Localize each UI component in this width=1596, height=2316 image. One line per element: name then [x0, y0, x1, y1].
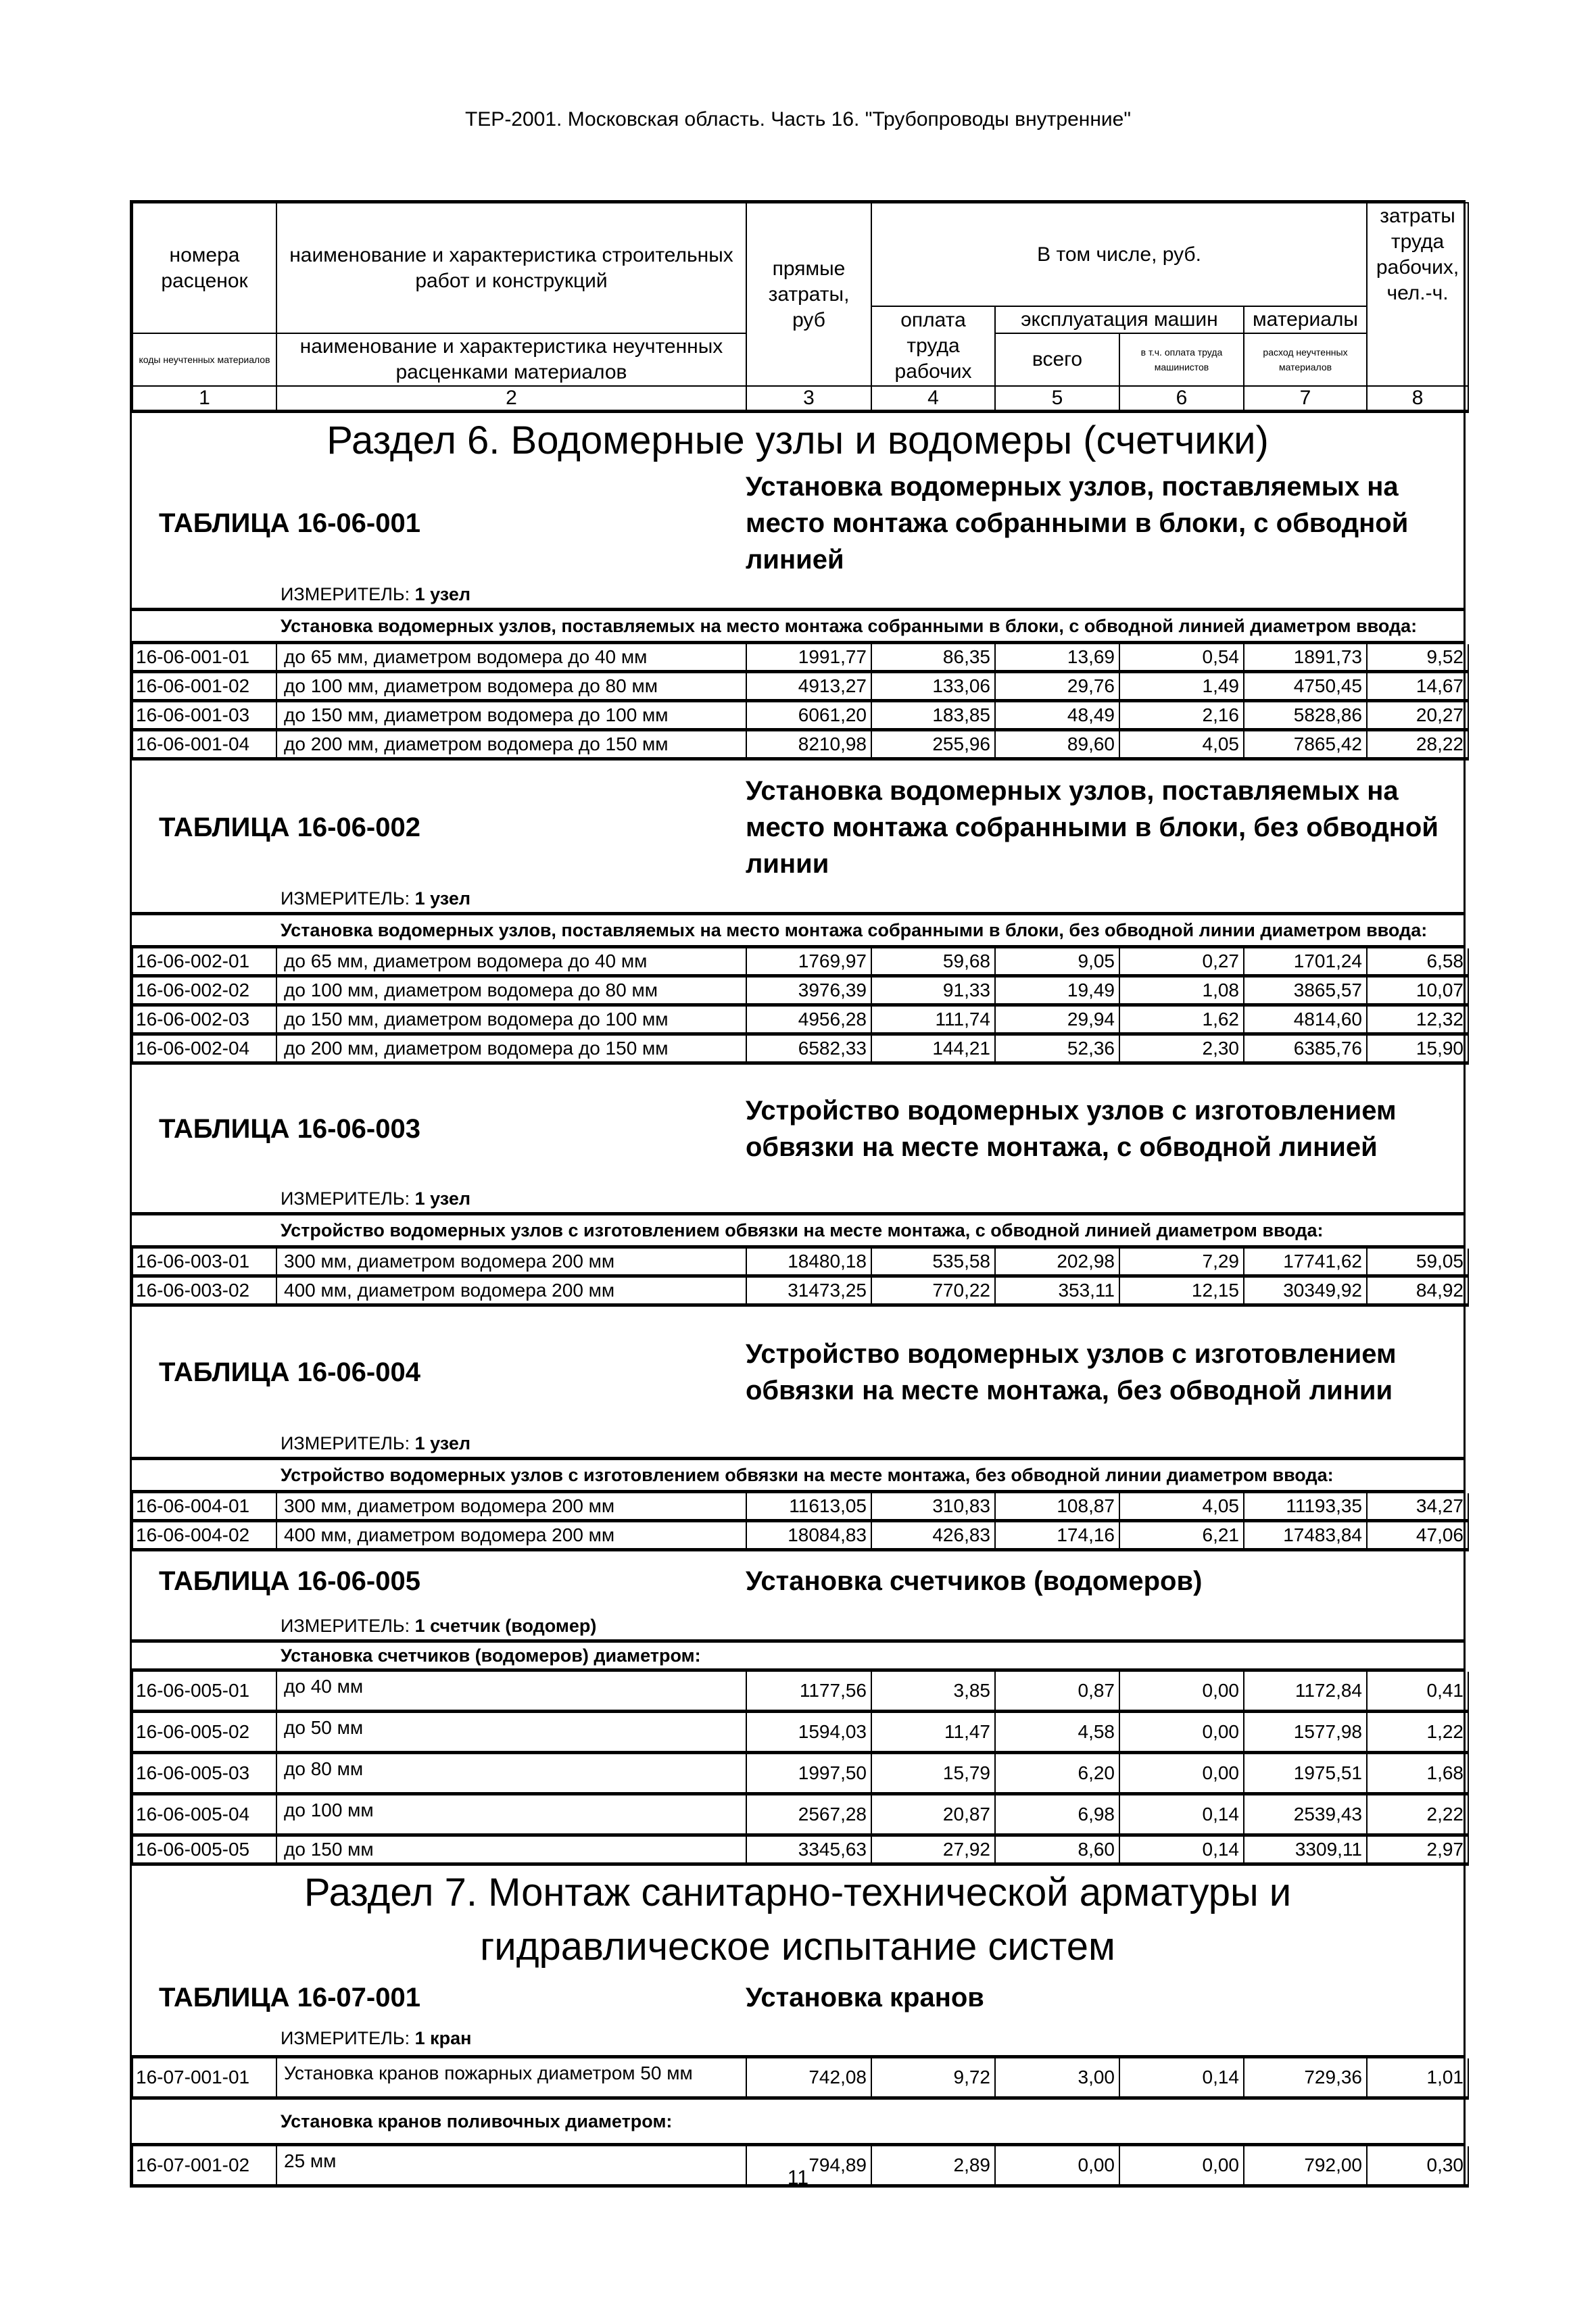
table-heading — [132, 1974, 1464, 2021]
rate-code: 16-06-004-02 — [132, 1521, 276, 1550]
rate-value: 0,41 — [1367, 1672, 1468, 1712]
rate-value: 3976,39 — [746, 976, 871, 1005]
rate-code: 16-06-002-02 — [132, 976, 276, 1005]
table-name: Установка счетчиков (водомеров) — [746, 1566, 1203, 1596]
table-heading — [132, 1078, 1464, 1180]
col1-bottom-header: коды неучтенных материалов — [132, 333, 276, 386]
measure-unit: ИЗМЕРИТЕЛЬ: 1 счетчик (водомер) — [132, 1612, 1464, 1643]
rate-description: до 200 мм, диаметром водомера до 150 мм — [276, 730, 746, 759]
col6-header: в т.ч. оплата труда машинистов — [1119, 333, 1244, 386]
rate-value: 4,58 — [995, 1712, 1119, 1753]
col2-bottom-header: наименование и характеристика неучтенных расценками материалов — [276, 333, 746, 386]
table-row — [132, 2058, 1468, 2098]
measure-unit: ИЗМЕРИТЕЛЬ: 1 узел — [132, 1430, 1464, 1460]
materials-header: материалы — [1244, 306, 1367, 333]
rate-description: до 100 мм, диаметром водомера до 80 мм — [276, 672, 746, 701]
rate-value: 52,36 — [995, 1034, 1119, 1063]
rate-value: 792,00 — [1244, 2146, 1367, 2186]
rate-code: 16-07-001-01 — [132, 2058, 276, 2098]
rate-value: 11193,35 — [1244, 1493, 1367, 1521]
rate-code: 16-06-003-02 — [132, 1276, 276, 1305]
rate-value: 255,96 — [871, 730, 995, 759]
rate-value: 1975,51 — [1244, 1753, 1367, 1794]
rate-value: 1769,97 — [746, 948, 871, 976]
machines-header: эксплуатация машин — [995, 306, 1244, 333]
rate-value: 1891,73 — [1244, 644, 1367, 672]
col-number: 8 — [1367, 386, 1468, 412]
table-row — [132, 644, 1468, 672]
group-title: Установка водомерных узлов, поставляемых на место монтажа собранными в блоки, с обводной линией диаметром ввода: — [132, 611, 1464, 644]
table-row — [132, 1034, 1468, 1063]
rate-value: 0,14 — [1119, 1794, 1244, 1835]
rate-code: 16-06-005-03 — [132, 1753, 276, 1794]
rate-value: 2,97 — [1367, 1835, 1468, 1864]
rate-description: 300 мм, диаметром водомера 200 мм — [276, 1249, 746, 1276]
rate-value: 4,05 — [1119, 1493, 1244, 1521]
rate-value: 4750,45 — [1244, 672, 1367, 701]
rate-description: до 150 мм, диаметром водомера до 100 мм — [276, 1005, 746, 1034]
col-number: 6 — [1119, 386, 1244, 412]
measure-unit: ИЗМЕРИТЕЛЬ: 1 узел — [132, 1185, 1464, 1215]
rate-value: 1,01 — [1367, 2058, 1468, 2098]
rate-value: 29,94 — [995, 1005, 1119, 1034]
table-name: Устройство водомерных узлов с изготовлением обвязки на месте монтажа, с обводной линией — [746, 1096, 1397, 1162]
rate-code: 16-06-003-01 — [132, 1249, 276, 1276]
table-name: Установка водомерных узлов, поставляемых на место монтажа собранными в блоки, с обводной линией — [746, 472, 1409, 575]
table-id: ТАБЛИЦА 16-06-002 — [159, 812, 420, 842]
rate-description: до 40 мм — [276, 1672, 746, 1712]
rate-code: 16-06-005-01 — [132, 1672, 276, 1712]
rate-value: 12,32 — [1367, 1005, 1468, 1034]
table-heading — [132, 1555, 1464, 1607]
rate-value: 108,87 — [995, 1493, 1119, 1521]
table-row — [132, 1712, 1468, 1753]
table-id: ТАБЛИЦА 16-07-001 — [159, 1982, 420, 2012]
rate-value: 20,27 — [1367, 701, 1468, 730]
rate-description: до 100 мм, диаметром водомера до 80 мм — [276, 976, 746, 1005]
rate-value: 20,87 — [871, 1794, 995, 1835]
rate-value: 0,54 — [1119, 644, 1244, 672]
rate-value: 1991,77 — [746, 644, 871, 672]
col-number: 4 — [871, 386, 995, 412]
rate-value: 0,00 — [995, 2146, 1119, 2186]
price-sheet — [130, 200, 1466, 2188]
rate-value: 2,30 — [1119, 1034, 1244, 1063]
group-title: Устройство водомерных узлов с изготовлением обвязки на месте монтажа, без обводной линии диаметром ввода: — [132, 1460, 1464, 1493]
col7-header: расход неучтенных материалов — [1244, 333, 1367, 386]
rate-value: 0,27 — [1119, 948, 1244, 976]
table-heading — [132, 466, 1464, 581]
rate-value: 27,92 — [871, 1835, 995, 1864]
rate-value: 770,22 — [871, 1276, 995, 1305]
rate-value: 6,98 — [995, 1794, 1119, 1835]
rate-code: 16-06-002-04 — [132, 1034, 276, 1063]
rate-value: 5828,86 — [1244, 701, 1367, 730]
rate-value: 2,89 — [871, 2146, 995, 2186]
rate-value: 1997,50 — [746, 1753, 871, 1794]
rate-value: 535,58 — [871, 1249, 995, 1276]
rate-value: 1,62 — [1119, 1005, 1244, 1034]
table-row — [132, 1005, 1468, 1034]
rate-value: 0,00 — [1119, 2146, 1244, 2186]
rate-value: 3345,63 — [746, 1835, 871, 1864]
rate-value: 11613,05 — [746, 1493, 871, 1521]
rate-value: 14,67 — [1367, 672, 1468, 701]
measure-unit: ИЗМЕРИТЕЛЬ: 1 кран — [132, 2021, 1464, 2058]
rate-value: 11,47 — [871, 1712, 995, 1753]
col-number: 3 — [746, 386, 871, 412]
table-row — [132, 976, 1468, 1005]
rate-value: 202,98 — [995, 1249, 1119, 1276]
table-row — [132, 1249, 1468, 1276]
rate-value: 1,08 — [1119, 976, 1244, 1005]
rate-description: 400 мм, диаметром водомера 200 мм — [276, 1276, 746, 1305]
table-name: Устройство водомерных узлов с изготовлением обвязки на месте монтажа, без обводной линии — [746, 1339, 1397, 1405]
rate-value: 28,22 — [1367, 730, 1468, 759]
rate-value: 9,05 — [995, 948, 1119, 976]
rate-value: 7,29 — [1119, 1249, 1244, 1276]
rate-value: 4913,27 — [746, 672, 871, 701]
rate-description: 400 мм, диаметром водомера 200 мм — [276, 1521, 746, 1550]
table-row — [132, 1672, 1468, 1712]
rate-table — [132, 948, 1469, 1065]
rate-value: 29,76 — [995, 672, 1119, 701]
measure-unit: ИЗМЕРИТЕЛЬ: 1 узел — [132, 885, 1464, 915]
rate-value: 30349,92 — [1244, 1276, 1367, 1305]
rate-value: 174,16 — [995, 1521, 1119, 1550]
rate-value: 13,69 — [995, 644, 1119, 672]
rate-value: 9,72 — [871, 2058, 995, 2098]
rate-value: 353,11 — [995, 1276, 1119, 1305]
group-title: Устройство водомерных узлов с изготовлением обвязки на месте монтажа, с обводной линией диаметром ввода: — [132, 1215, 1464, 1249]
table-id: ТАБЛИЦА 16-06-004 — [159, 1357, 420, 1387]
rate-description: 300 мм, диаметром водомера 200 мм — [276, 1493, 746, 1521]
table-row — [132, 1794, 1468, 1835]
rate-value — [1367, 306, 1468, 386]
group-title: Установка кранов поливочных диаметром: — [132, 2100, 1464, 2146]
rate-code: 16-06-004-01 — [132, 1493, 276, 1521]
table-row — [132, 1835, 1468, 1864]
rate-value: 310,83 — [871, 1493, 995, 1521]
col-number: 2 — [276, 386, 746, 412]
rate-description: Установка кранов пожарных диаметром 50 мм — [276, 2058, 746, 2098]
group-title: Установка водомерных узлов, поставляемых на место монтажа собранными в блоки, без обводной линии диаметром ввода: — [132, 915, 1464, 948]
rate-value: 729,36 — [1244, 2058, 1367, 2098]
rate-table — [132, 2058, 1469, 2100]
rate-table — [132, 1249, 1469, 1307]
rate-value: 34,27 — [1367, 1493, 1468, 1521]
rate-value: 2,22 — [1367, 1794, 1468, 1835]
rate-table — [132, 1493, 1469, 1551]
table-row — [132, 1276, 1468, 1305]
section-6-title: Раздел 6. Водомерные узлы и водомеры (счетчики) — [327, 418, 1269, 462]
col3-header: прямые затраты, руб — [746, 203, 871, 386]
col1-top-header: номера расценок — [132, 203, 276, 333]
page-number: 11 — [787, 2167, 809, 2189]
section-7-title: Раздел 7. Монтаж санитарно-технической арматуры и гидравлическое испытание систем — [304, 1871, 1292, 1969]
rate-value: 19,49 — [995, 976, 1119, 1005]
col-number: 1 — [132, 386, 276, 412]
rate-value: 17483,84 — [1244, 1521, 1367, 1550]
rate-value: 48,49 — [995, 701, 1119, 730]
table-row — [132, 1521, 1468, 1550]
rate-value: 0,14 — [1119, 2058, 1244, 2098]
rate-value: 1,22 — [1367, 1712, 1468, 1753]
measure-unit: ИЗМЕРИТЕЛЬ: 1 узел — [132, 581, 1464, 611]
rate-code: 16-06-005-02 — [132, 1712, 276, 1753]
rate-value: 3865,57 — [1244, 976, 1367, 1005]
rate-table — [132, 644, 1469, 761]
rate-value: 18084,83 — [746, 1521, 871, 1550]
column-header — [132, 202, 1469, 413]
table-id: ТАБЛИЦА 16-06-003 — [159, 1113, 420, 1144]
rate-value: 3309,11 — [1244, 1835, 1367, 1864]
rate-value: 31473,25 — [746, 1276, 871, 1305]
rate-value: 1577,98 — [1244, 1712, 1367, 1753]
rate-value: 6061,20 — [746, 701, 871, 730]
rate-value: 8,60 — [995, 1835, 1119, 1864]
rate-value: 0,00 — [1119, 1712, 1244, 1753]
rate-value: 6385,76 — [1244, 1034, 1367, 1063]
rate-value: 3,00 — [995, 2058, 1119, 2098]
rate-code: 16-06-002-01 — [132, 948, 276, 976]
rate-description: до 80 мм — [276, 1753, 746, 1794]
rate-value: 18480,18 — [746, 1249, 871, 1276]
rate-description: до 150 мм — [276, 1835, 746, 1864]
col4-header: оплата труда рабочих — [871, 306, 995, 386]
rate-description: до 100 мм — [276, 1794, 746, 1835]
col-number: 7 — [1244, 386, 1367, 412]
col2-top-header: наименование и характеристика строительных работ и конструкций — [276, 203, 746, 333]
rate-value: 1,68 — [1367, 1753, 1468, 1794]
table-row — [132, 672, 1468, 701]
rate-value: 2567,28 — [746, 1794, 871, 1835]
group-title: Установка счетчиков (водомеров) диаметром: — [132, 1643, 1464, 1672]
table-id: ТАБЛИЦА 16-06-005 — [159, 1566, 420, 1596]
table-name: Установка водомерных узлов, поставляемых на место монтажа собранными в блоки, без обводной линии — [746, 776, 1438, 879]
rate-description: до 150 мм, диаметром водомера до 100 мм — [276, 701, 746, 730]
rate-value: 0,00 — [1119, 1753, 1244, 1794]
rate-value: 7865,42 — [1244, 730, 1367, 759]
rate-value: 9,52 — [1367, 644, 1468, 672]
table-row — [132, 730, 1468, 759]
col5-header: всего — [995, 333, 1119, 386]
rate-value: 4,05 — [1119, 730, 1244, 759]
rate-value: 426,83 — [871, 1521, 995, 1550]
rate-value: 183,85 — [871, 701, 995, 730]
rate-value: 10,07 — [1367, 976, 1468, 1005]
table-heading — [132, 770, 1464, 885]
rate-value: 15,90 — [1367, 1034, 1468, 1063]
rate-value: 1177,56 — [746, 1672, 871, 1712]
rate-value: 59,68 — [871, 948, 995, 976]
rate-value: 1594,03 — [746, 1712, 871, 1753]
rate-value: 742,08 — [746, 2058, 871, 2098]
page-header: ТЕР-2001. Московская область. Часть 16. "Трубопроводы внутренние" — [464, 108, 1132, 130]
rate-value: 6,58 — [1367, 948, 1468, 976]
table-id: ТАБЛИЦА 16-06-001 — [159, 508, 420, 538]
rate-value: 133,06 — [871, 672, 995, 701]
rate-code: 16-06-001-04 — [132, 730, 276, 759]
rate-value: 6,20 — [995, 1753, 1119, 1794]
rate-value: 2539,43 — [1244, 1794, 1367, 1835]
table-row — [132, 948, 1468, 976]
rate-description: до 65 мм, диаметром водомера до 40 мм — [276, 644, 746, 672]
rate-code: 16-06-001-03 — [132, 701, 276, 730]
rate-value: 0,00 — [1119, 1672, 1244, 1712]
rate-code: 16-06-005-05 — [132, 1835, 276, 1864]
rate-code: 16-07-001-02 — [132, 2146, 276, 2186]
table-name: Установка кранов — [746, 1983, 984, 2012]
rate-value: 12,15 — [1119, 1276, 1244, 1305]
table-heading — [132, 1322, 1464, 1423]
rate-value: 111,74 — [871, 1005, 995, 1034]
rate-value: 89,60 — [995, 730, 1119, 759]
group-header: В том числе, руб. — [871, 203, 1367, 306]
rate-value: 794,89 — [746, 2146, 871, 2186]
rate-code: 16-06-002-03 — [132, 1005, 276, 1034]
rate-value: 47,06 — [1367, 1521, 1468, 1550]
rate-value: 15,79 — [871, 1753, 995, 1794]
rate-description: 25 мм — [276, 2146, 746, 2186]
rate-value: 84,92 — [1367, 1276, 1468, 1305]
rate-value: 1172,84 — [1244, 1672, 1367, 1712]
rate-value: 59,05 — [1367, 1249, 1468, 1276]
rate-value: 4814,60 — [1244, 1005, 1367, 1034]
rate-description: до 65 мм, диаметром водомера до 40 мм — [276, 948, 746, 976]
rate-value: 0,87 — [995, 1672, 1119, 1712]
rate-value: 91,33 — [871, 976, 995, 1005]
rate-value: 0,14 — [1119, 1835, 1244, 1864]
rate-value: 3,85 — [871, 1672, 995, 1712]
col-number: 5 — [995, 386, 1119, 412]
rate-code: 16-06-001-01 — [132, 644, 276, 672]
rate-description: до 50 мм — [276, 1712, 746, 1753]
rate-value: 144,21 — [871, 1034, 995, 1063]
rate-value: 6,21 — [1119, 1521, 1244, 1550]
rate-table — [132, 1672, 1469, 1866]
col8-header: затраты труда рабочих, чел.-ч. — [1367, 203, 1468, 306]
rate-code: 16-06-005-04 — [132, 1794, 276, 1835]
rate-description: до 200 мм, диаметром водомера до 150 мм — [276, 1034, 746, 1063]
rate-value: 0,30 — [1367, 2146, 1468, 2186]
rate-value: 17741,62 — [1244, 1249, 1367, 1276]
rate-value: 1701,24 — [1244, 948, 1367, 976]
table-row — [132, 1753, 1468, 1794]
rate-value: 1,49 — [1119, 672, 1244, 701]
rate-value: 8210,98 — [746, 730, 871, 759]
table-row — [132, 1493, 1468, 1521]
rate-value: 4956,28 — [746, 1005, 871, 1034]
rate-value: 6582,33 — [746, 1034, 871, 1063]
rate-value: 2,16 — [1119, 701, 1244, 730]
rate-code: 16-06-001-02 — [132, 672, 276, 701]
rate-value: 86,35 — [871, 644, 995, 672]
table-row — [132, 701, 1468, 730]
